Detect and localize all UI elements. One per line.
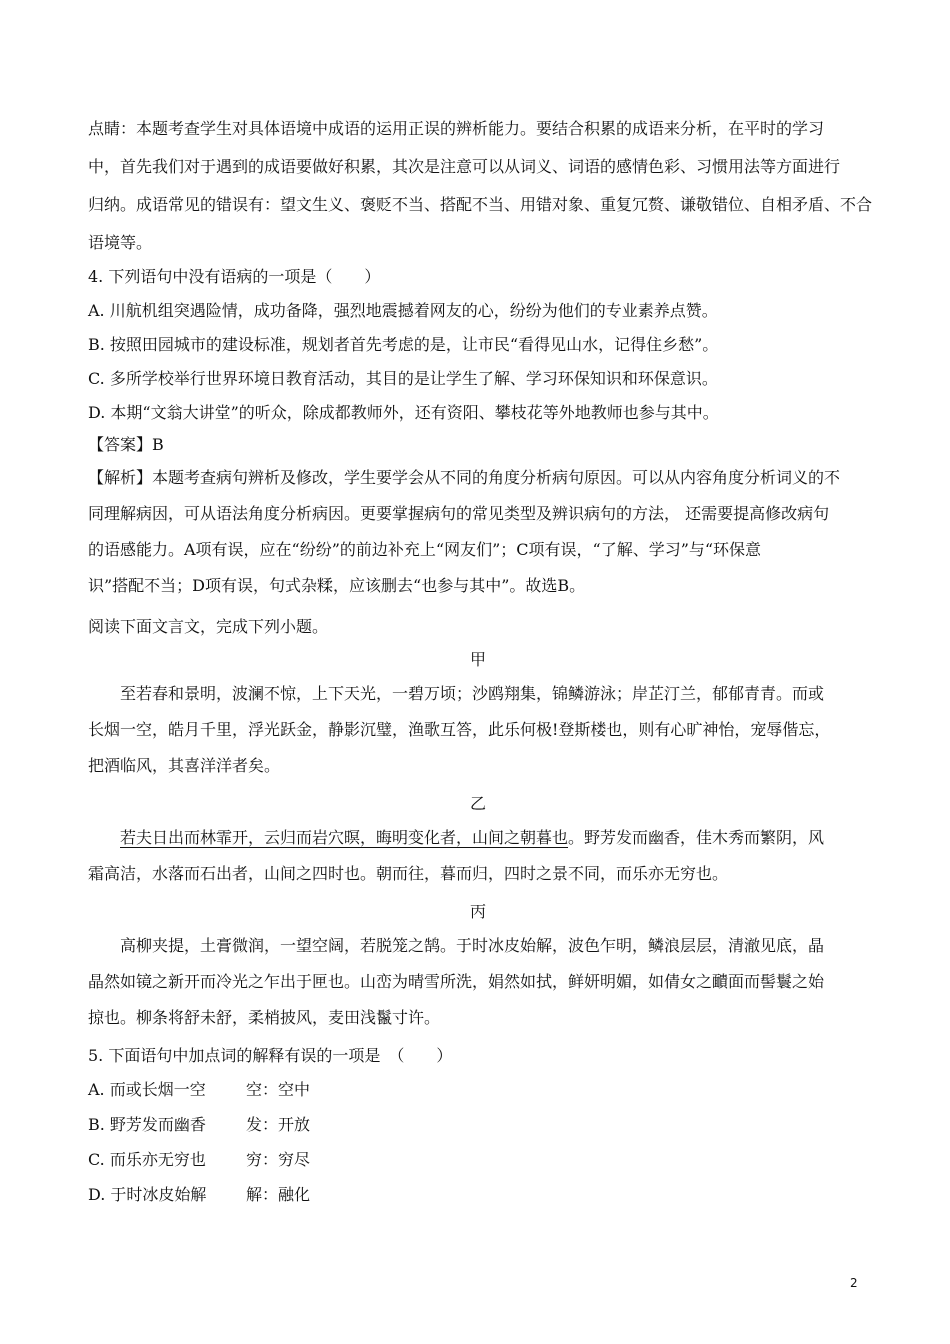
- q5-option-c: [88, 1142, 868, 1177]
- yi-line: [88, 820, 868, 856]
- bing-line: 高柳夹提，土膏微润，一望空阔，若脱笼之鹄。于时冰皮始解，波色乍明，鳞浪层层，清澈见底，晶: [120, 936, 825, 955]
- q5-option-text: C. 而乐亦无穷也: [88, 1150, 206, 1169]
- note-line: 点睛：本题考查学生对具体语境中成语的运用正误的辨析能力。要结合积累的成语来分析，在平时的学习: [88, 119, 825, 138]
- passage-bing: [88, 928, 868, 1036]
- note-line: 归纳。成语常见的错误有：望文生义、褒贬不当、搭配不当、用错对象、重复冗赘、谦敬错位、自相矛盾、不合: [88, 195, 873, 214]
- passage-jia-title: [88, 644, 868, 676]
- note-line: 中，首先我们对于遇到的成语要做好积累，其次是注意可以从词义、词语的感情色彩、习惯用法等方面进行: [88, 157, 841, 176]
- q5-option-gloss: 空：空中: [246, 1080, 311, 1099]
- q5-option-gloss: 解：融化: [246, 1185, 311, 1204]
- jia-line: 至若春和景明，波澜不惊，上下天光，一碧万顷；沙鸥翔集，锦鳞游泳；岸芷汀兰，郁郁青青。而或: [120, 684, 825, 703]
- yi-title-text: 乙: [469, 794, 486, 813]
- question-5: [88, 1040, 868, 1212]
- analysis-line: 的语感能力。A项有误，应在“纷纷”的前边补充上“网友们”；C项有误，“了解、学习”与“环保意: [88, 540, 762, 559]
- q4-option-a: A. 川航机组突遇险情，成功备降，强烈地震撼着网友的心，纷纷为他们的专业素养点赞。: [88, 301, 718, 320]
- q4-analysis: [88, 460, 868, 604]
- q5-option-gloss: 穷：穷尽: [246, 1150, 311, 1169]
- note-paragraph: [88, 110, 873, 262]
- bing-line: 掠也。柳条将舒未舒，柔梢披风，麦田浅鬣寸许。: [88, 1008, 441, 1027]
- jia-title-text: 甲: [469, 650, 486, 669]
- jia-line: 长烟一空，皓月千里，浮光跃金，静影沉璧，渔歌互答，此乐何极!登斯楼也，则有心旷神怡，宠辱偕忘，: [88, 720, 831, 739]
- q4-option-d: D. 本期“文翁大讲堂”的听众，除成都教师外，还有资阳、攀枝花等外地教师也参与其中。: [88, 403, 719, 422]
- passage-jia: [88, 676, 868, 784]
- jia-line: 把酒临风，其喜洋洋者矣。: [88, 756, 281, 775]
- q4-answer: 【答案】B: [88, 435, 164, 454]
- q5-stem: 5. 下面语句中加点词的解释有误的一项是 （ ）: [88, 1046, 453, 1065]
- yi-underlined-sentence: 若夫日出而林霏开，云归而岩穴暝，晦明变化者，山间之朝暮也: [120, 828, 569, 847]
- question-4: [88, 260, 868, 430]
- reading-intro: 阅读下面文言文，完成下列小题。: [88, 617, 329, 636]
- note-line: 语境等。: [88, 233, 153, 252]
- analysis-line: 识”搭配不当；D项有误，句式杂糅，应该删去“也参与其中”。故选B。: [88, 576, 586, 595]
- q4-option-b: B. 按照田园城市的建设标准，规划者首先考虑的是，让市民“看得见山水，记得住乡愁”。: [88, 335, 719, 354]
- bing-title-text: 丙: [469, 902, 486, 921]
- q5-option-d: [88, 1177, 868, 1212]
- passage-yi-title: [88, 788, 868, 820]
- q5-option-text: A. 而或长烟一空: [88, 1080, 206, 1099]
- bing-line: 晶然如镜之新开而冷光之乍出于匣也。山峦为晴雪所洗，娟然如拭，鲜妍明媚，如倩女之靧面而髻鬟之始: [88, 972, 825, 991]
- page-number: 2: [850, 1276, 858, 1290]
- q5-option-a: [88, 1072, 868, 1107]
- q5-option-b: [88, 1107, 868, 1142]
- q4-stem: 4. 下列语句中没有语病的一项是（ ）: [88, 267, 381, 286]
- analysis-line: 同理解病因，可从语法角度分析病因。更要掌握病句的常见类型及辨识病句的方法， 还需要提高修改病句: [88, 504, 830, 523]
- q5-option-gloss: 发：开放: [246, 1115, 311, 1134]
- q5-option-text: D. 于时冰皮始解: [88, 1185, 207, 1204]
- passage-bing-title: [88, 896, 868, 928]
- q4-option-c: C. 多所学校举行世界环境日教育活动，其目的是让学生了解、学习环保知识和环保意识。: [88, 369, 718, 388]
- yi-line: 霜高洁，水落而石出者，山间之四时也。朝而往，暮而归，四时之景不同，而乐亦无穷也。: [88, 864, 729, 883]
- yi-rest: 。野芳发而幽香，佳木秀而繁阴，风: [568, 828, 825, 847]
- passage-yi: [88, 820, 868, 892]
- analysis-line: 【解析】本题考查病句辨析及修改，学生要学会从不同的角度分析病句原因。可以从内容角度分析词义的不: [88, 468, 841, 487]
- q5-option-text: B. 野芳发而幽香: [88, 1115, 206, 1134]
